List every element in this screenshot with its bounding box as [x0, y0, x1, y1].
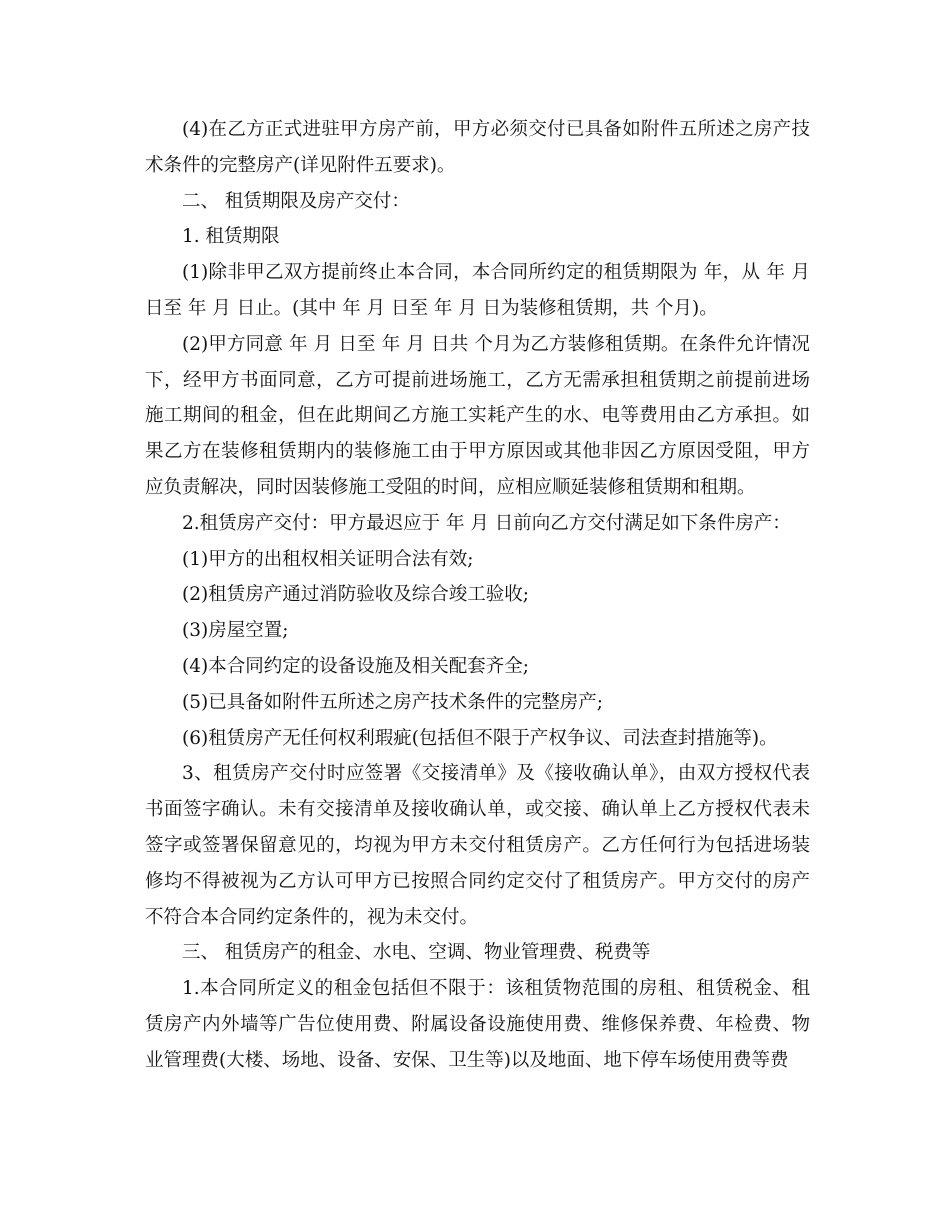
contract-body [145, 112, 810, 1079]
delivery-condition-4: (4)本合同约定的设备设施及相关配套齐全; [182, 655, 529, 677]
clause-4-handover-requirement: (4)在乙方正式进驻甲方房产前，甲方必须交付已具备如附件五所述之房产技术条件的完整房产(详见附件五要求)。 [145, 119, 810, 176]
subsection-property-delivery: 2.租赁房产交付：甲方最迟应于 年 月 日前向乙方交付满足如下条件房产： [182, 512, 791, 534]
subsection-lease-term-heading: 1. 租赁期限 [182, 226, 280, 248]
delivery-condition-3: (3)房屋空置; [182, 620, 289, 642]
clause-handover-signing: 3、租赁房产交付时应签署《交接清单》及《接收确认单》，由双方授权代表书面签字确认。未有交接清单及接收确认单，或交接、确认单上乙方授权代表未签字或签署保留意见的，均视为甲方未交付租赁房产。乙方任何行为包括进场装修均不得被视为乙方认可甲方已按照合同约定交付了租赁房产。甲方交付的房产不符合本合同约定条件的，视为未交付。 [145, 763, 810, 928]
section-3-heading: 三、 租赁房产的租金、水电、空调、物业管理费、税费等 [182, 942, 651, 964]
clause-lease-term-2: (2)甲方同意 年 月 日至 年 月 日共 个月为乙方装修租赁期。在条件允许情况下，经甲方书面同意，乙方可提前进场施工，乙方无需承担租赁期之前提前进场施工期间的租金，但在此期间乙方施工实耗产生的水、电等费用由乙方承担。如果乙方在装修租赁期内的装修施工由于甲方原因或其他非因乙方原因受阻，甲方应负责解决，同时因装修施工受阻的时间，应相应顺延装修租赁期和租期。 [145, 333, 810, 498]
delivery-condition-5: (5)已具备如附件五所述之房产技术条件的完整房产; [182, 691, 603, 713]
delivery-condition-6: (6)租赁房产无任何权利瑕疵(包括但不限于产权争议、司法查封措施等)。 [182, 727, 778, 749]
delivery-condition-2: (2)租赁房产通过消防验收及综合竣工验收; [182, 584, 529, 606]
clause-lease-term-1: (1)除非甲乙双方提前终止本合同，本合同所约定的租赁期限为 年，从 年 月 日至 年 月 日止。(其中 年 月 日至 年 月 日为装修租赁期，共 个月)。 [145, 262, 810, 319]
clause-rent-definition: 1.本合同所定义的租金包括但不限于：该租赁物范围的房租、租赁税金、租赁房产内外墙等广告位使用费、附属设备设施使用费、维修保养费、年检费、物业管理费(大楼、场地、设备、安保、卫生等)以及地面、地下停车场使用费等费 [145, 978, 810, 1071]
section-2-heading: 二、 租赁期限及房产交付： [182, 190, 410, 212]
delivery-condition-1: (1)甲方的出租权相关证明合法有效; [182, 548, 474, 570]
